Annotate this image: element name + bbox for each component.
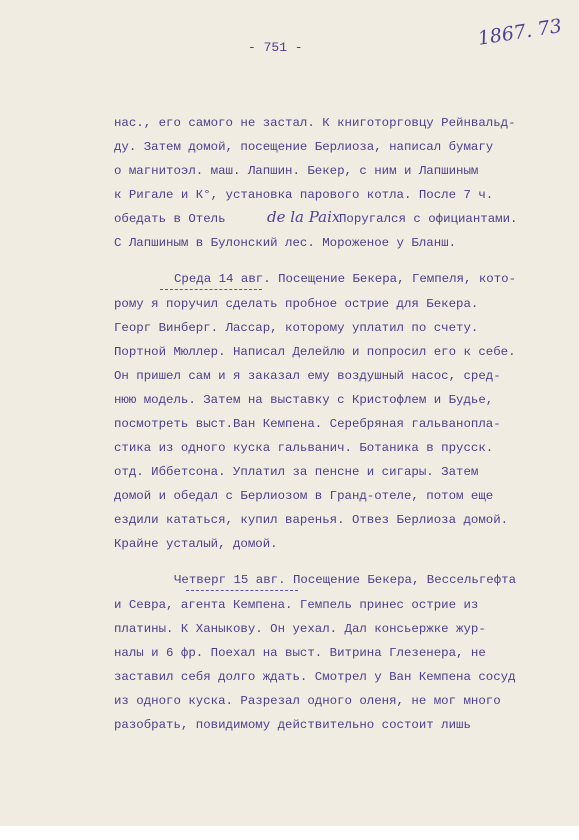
- text-line: отд. Иббетсона. Уплатил за пенсне и сигары. Затем: [114, 465, 479, 479]
- text-line: посмотреть выст.Ван Кемпена. Серебряная гальванопла-: [114, 417, 501, 431]
- text-line: стика из одного куска гальванич. Ботаника в прусск.: [114, 441, 494, 455]
- text-line: налы и 6 фр. Поехал на выст. Витрина Глезенера, не: [114, 646, 486, 660]
- text-line: Поругался с официантами.: [339, 212, 518, 226]
- text-line: Портной Мюллер. Написал Делейлю и попросил его к себе.: [114, 345, 516, 359]
- page-number: - 751 -: [248, 40, 303, 55]
- text-line: рому я поручил сделать пробное острие для Бекера.: [114, 297, 479, 311]
- entry-heading-line: Четверг 15 авг. Посещение Бекера, Вессельгефта: [174, 573, 517, 587]
- text-line: разобрать, повидимому действительно состоит лишь: [114, 718, 471, 732]
- text-line: обедать в Отель: [114, 212, 226, 226]
- text-line: домой и обедал с Берлиозом в Гранд-отеле, потом еще: [114, 489, 494, 503]
- text-line: Он пришел сам и я заказал ему воздушный насос, сред-: [114, 369, 501, 383]
- text-line: Крайне усталый, домой.: [114, 537, 278, 551]
- text-line: платины. К Ханыкову. Он уехал. Дал консьержке жур-: [114, 622, 486, 636]
- text-line: нюю модель. Затем на выставку с Кристофлем и Будье,: [114, 393, 494, 407]
- text-line: Георг Винберг. Лассар, которому уплатил по счету.: [114, 321, 479, 335]
- text-line: ду. Затем домой, посещение Берлиоза, написал бумагу: [114, 140, 494, 154]
- scan-border: [0, 826, 579, 840]
- text-line: к Ригале и К°, установка парового котла. После 7 ч.: [114, 188, 494, 202]
- handwritten-hotel-name: de la Paix: [267, 208, 341, 226]
- date-underline: [186, 590, 298, 591]
- text-line: и Севра, агента Кемпена. Гемпель принес острие из: [114, 598, 479, 612]
- text-line: С Лапшиным в Булонский лес. Мороженое у Бланш.: [114, 236, 457, 250]
- text-line: из одного куска. Разрезал одного оленя, не мог много: [114, 694, 501, 708]
- entry-heading-line: Среда 14 авг. Посещение Бекера, Гемпеля, кото-: [174, 272, 517, 286]
- text-line: нас., его самого не застал. К книготорговцу Рейнвальд-: [114, 116, 516, 130]
- text-line: о магнитоэл. маш. Лапшин. Бекер, с ним и Лапшиным: [114, 164, 479, 178]
- date-underline: [160, 289, 262, 290]
- text-line: ездили кататься, купил варенья. Отвез Берлиоза домой.: [114, 513, 509, 527]
- handwritten-page-number: 1867. 73: [476, 14, 564, 50]
- text-line: заставил себя долго ждать. Смотрел у Ван Кемпена сосуд: [114, 670, 516, 684]
